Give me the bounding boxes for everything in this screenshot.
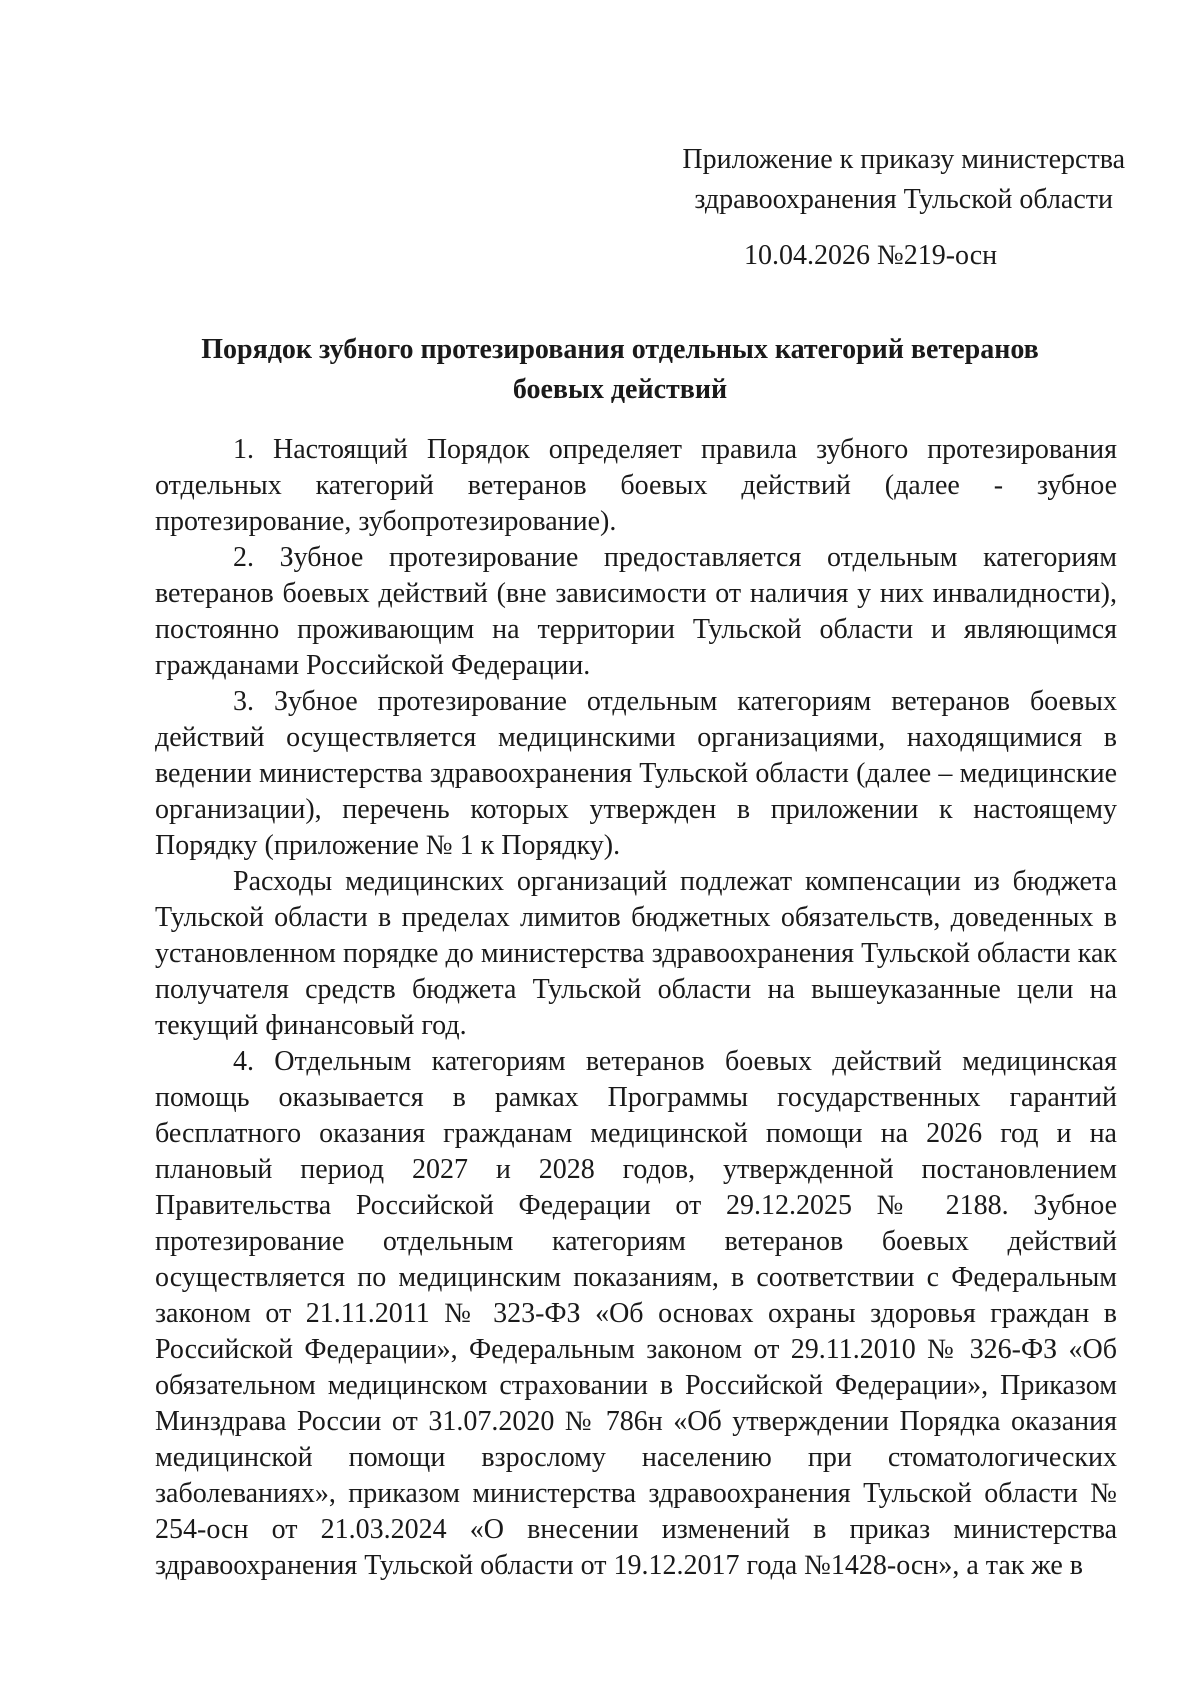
- annex-line-2: здравоохранения Тульской области: [694, 184, 1113, 215]
- title-line-2: боевых действий: [512, 374, 728, 405]
- document-title: [150, 330, 1090, 410]
- paragraph-3: 3. Зубное протезирование отдельным категориям ветеранов боевых действий осуществляется медицинскими организациями, находящимися в ведении министерства здравоохранения Тульской области (далее – медицинские организации), перечень которых утвержден в приложении к настоящему Порядку (приложение № 1 к Порядку).: [155, 686, 1117, 861]
- order-date-number: 10.04.2026 №219-осн: [744, 240, 998, 271]
- paragraph-expenses: Расходы медицинских организаций подлежат компенсации из бюджета Тульской области в пределах лимитов бюджетных обязательств, доведенных в установленном порядке до министерства здравоохранения Тульской области как получателя средств бюджета Тульской области на вышеуказанные цели на текущий финансовый год.: [155, 866, 1117, 1041]
- annex-note: [605, 140, 1125, 220]
- paragraph-2: 2. Зубное протезирование предоставляется отдельным категориям ветеранов боевых действий (вне зависимости от наличия у них инвалидности), постоянно проживающим на территории Тульской области и являющимся гражданами Российской Федерации.: [155, 542, 1117, 681]
- title-line-1: Порядок зубного протезирования отдельных категорий ветеранов: [201, 334, 1039, 365]
- paragraph-1: 1. Настоящий Порядок определяет правила зубного протезирования отдельных категорий ветеранов боевых действий (далее - зубное протезирование, зубопротезирование).: [155, 434, 1117, 537]
- paragraph-4: 4. Отдельным категориям ветеранов боевых действий медицинская помощь оказывается в рамках Программы государственных гарантий бесплатного оказания гражданам медицинской помощи на 2026 год и на плановый период 2027 и 2028 годов, утвержденной постановлением Правительства Российской Федерации от 29.12.2025 № 2188. Зубное протезирование отдельным категориям ветеранов боевых действий осуществляется по медицинским показаниям, в соответствии с Федеральным законом от 21.11.2011 № 323-ФЗ «Об основах охраны здоровья граждан в Российской Федерации», Федеральным законом от 29.11.2010 № 326-ФЗ «Об обязательном медицинском страховании в Российской Федерации», Приказом Минздрава России от 31.07.2020 № 786н «Об утверждении Порядка оказания медицинской помощи взрослому населению при стоматологических заболеваниях», приказом министерства здравоохранения Тульской области № 254-осн от 21.03.2024 «О внесении изменений в приказ министерства здравоохранения Тульской области от 19.12.2017 года №1428-осн», а так же в: [155, 1046, 1117, 1581]
- annex-line-1: Приложение к приказу министерства: [682, 144, 1125, 175]
- document-body: [155, 432, 1117, 1584]
